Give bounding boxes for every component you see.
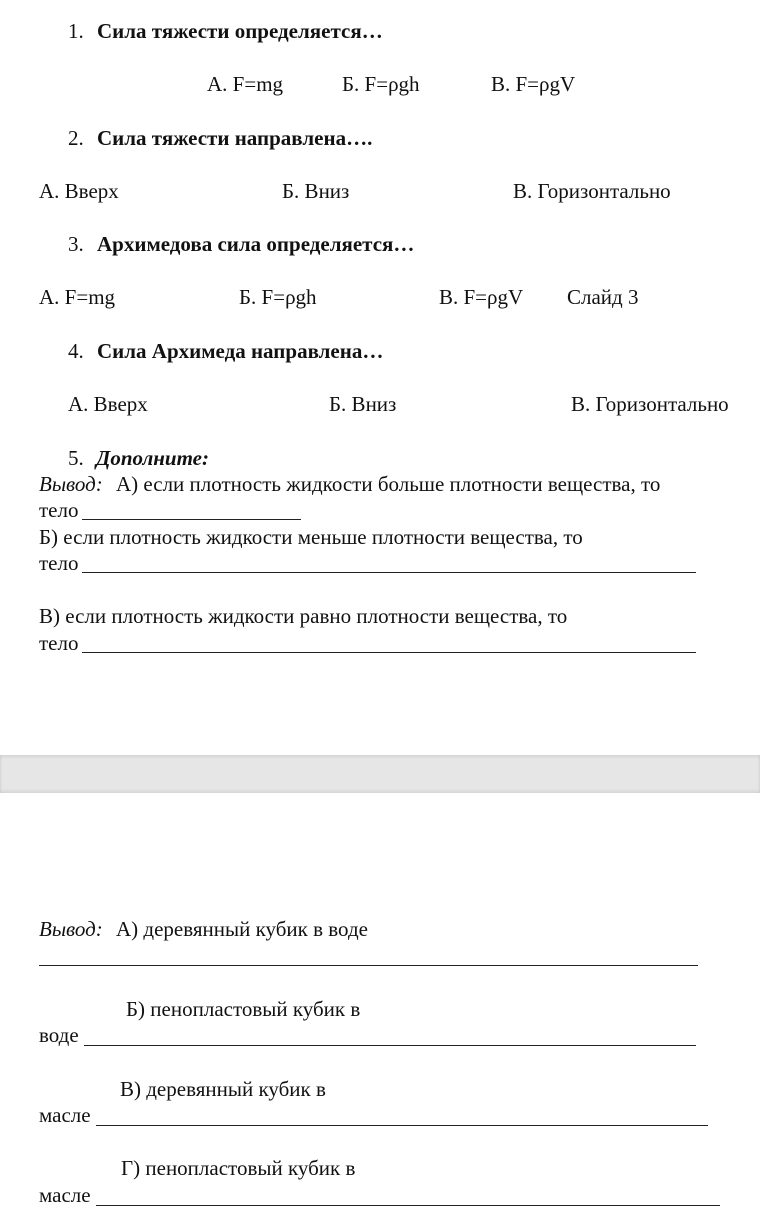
q4-option-a: А. Вверх xyxy=(68,392,148,416)
q5-text: Дополните: xyxy=(96,446,209,470)
q1-option-a: А. F=mg xyxy=(207,72,284,96)
answer-line-2d[interactable] xyxy=(96,1205,720,1206)
conclusion1-label: Вывод: xyxy=(39,472,103,496)
q1-option-b: Б. F=ρgh xyxy=(342,72,420,96)
answer-line-2a[interactable] xyxy=(39,965,698,966)
q4-text: Сила Архимеда направлена… xyxy=(97,339,384,363)
q3-slide-note: Слайд 3 xyxy=(567,285,639,309)
q2-option-a: А. Вверх xyxy=(39,179,119,203)
conclusion2-label: Вывод: xyxy=(39,917,103,941)
answer-line-a[interactable] xyxy=(82,519,301,520)
answer-line-2c[interactable] xyxy=(96,1125,708,1126)
conclusion1-b-cont: тело xyxy=(39,551,79,575)
q2-option-b: Б. Вниз xyxy=(282,179,350,203)
q2-option-c: В. Горизонтально xyxy=(513,179,671,203)
q3-option-b: Б. F=ρgh xyxy=(239,285,317,309)
q2-number: 2. xyxy=(68,126,84,150)
conclusion1-c-cont: тело xyxy=(39,631,79,655)
answer-line-2b[interactable] xyxy=(84,1045,696,1046)
q4-number: 4. xyxy=(68,339,84,363)
q3-option-c: В. F=ρgV xyxy=(439,285,524,309)
conclusion2-c: В) деревянный кубик в xyxy=(120,1077,326,1101)
q1-number: 1. xyxy=(68,19,84,43)
conclusion1-b: Б) если плотность жидкости меньше плотности вещества, то xyxy=(39,525,583,549)
q3-number: 3. xyxy=(68,232,84,256)
conclusion1-a-cont: тело xyxy=(39,498,79,522)
q3-text: Архимедова сила определяется… xyxy=(97,232,415,256)
conclusion2-d-cont: масле xyxy=(39,1183,91,1207)
conclusion2-c-cont: масле xyxy=(39,1103,91,1127)
conclusion2-d: Г) пенопластовый кубик в xyxy=(121,1156,356,1180)
answer-line-b[interactable] xyxy=(82,572,696,573)
q4-option-b: Б. Вниз xyxy=(329,392,397,416)
conclusion2-b-cont: воде xyxy=(39,1023,79,1047)
q1-option-c: В. F=ρgV xyxy=(491,72,576,96)
conclusion1-c: В) если плотность жидкости равно плотности вещества, то xyxy=(39,604,568,628)
conclusion1-a: А) если плотность жидкости больше плотности вещества, то xyxy=(116,472,661,496)
answer-line-c[interactable] xyxy=(82,652,696,653)
worksheet-page-2 xyxy=(0,793,760,1217)
q1-text: Сила тяжести определяется… xyxy=(97,19,383,43)
conclusion2-b: Б) пенопластовый кубик в xyxy=(126,997,361,1021)
page-separator xyxy=(0,755,760,793)
conclusion2-a: А) деревянный кубик в воде xyxy=(116,917,368,941)
q2-text: Сила тяжести направлена…. xyxy=(97,126,373,150)
q4-option-c: В. Горизонтально xyxy=(571,392,729,416)
q3-option-a: А. F=mg xyxy=(39,285,116,309)
q5-number: 5. xyxy=(68,446,84,470)
